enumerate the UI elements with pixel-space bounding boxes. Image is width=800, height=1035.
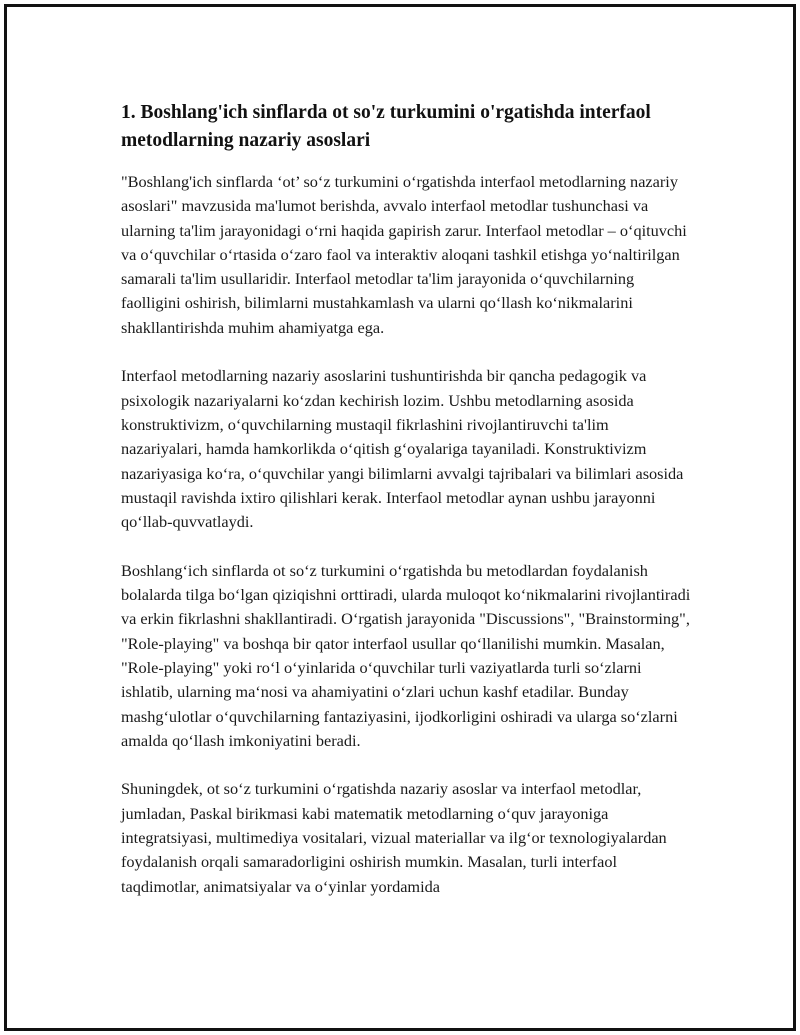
paragraph-3: Boshlang‘ich sinflarda ot so‘z turkumini o‘rgatishda bu metodlardan foydalanish bolalarda tilga bo‘lgan qiziqishni orttiradi, ularda muloqot ko‘nikmalarini rivojlantiradi va erkin fikrlashni shakllantiradi. O‘rgatish jarayonida "Discussions", "Brainstorming", "Role-playing" va boshqa bir qator interfaol usullar qo‘llanilishi mumkin. Masalan, "Role-playing" yoki ro‘l o‘yinlarida o‘quvchilar turli vaziyatlarda turli so‘zlarni ishlatib, ularning ma‘nosi va ahamiyatini o‘zlari uchun kashf etadilar. Bunday mashg‘ulotlar o‘quvchilarning fantaziyasini, ijodkorligini oshiradi va ularga so‘zlarni amalda qo‘llash imkoniyatini beradi.: [121, 560, 691, 750]
document-title: 1. Boshlang'ich sinflarda ot so'z turkumini o'rgatishda interfaol metodlarning nazariy asoslari: [121, 102, 651, 151]
document-body: [121, 99, 691, 923]
document-page: [4, 4, 796, 1031]
paragraph-1: "Boshlang'ich sinflarda ‘ot’ so‘z turkumini o‘rgatishda interfaol metodlarning nazariy asoslari" mavzusida ma'lumot berishda, avvalo interfaol metodlar tushunchasi va ularning ta'lim jarayonidagi o‘rni haqida gapirish zarur. Interfaol metodlar – o‘qituvchi va o‘quvchilar o‘rtasida o‘zaro faol va interaktiv aloqani tashkil etishga yo‘naltirilgan samarali ta'lim usullaridir. Interfaol metodlar ta'lim jarayonida o‘quvchilarning faolligini oshirish, bilimlarni mustahkamlash va ularni qo‘llash ko‘nikmalarini shakllantirishda muhim ahamiyatga ega.: [121, 172, 687, 337]
paragraph-2: Interfaol metodlarning nazariy asoslarini tushuntirishda bir qancha pedagogik va psixologik nazariyalarni ko‘zdan kechirish lozim. Ushbu metodlarning asosida konstruktivizm, o‘quvchilarning mustaqil fikrlashini rivojlantiruvchi ta'lim nazariyalari, hamda hamkorlikda o‘qitish g‘oyalariga tayaniladi. Konstruktivizm nazariyasiga ko‘ra, o‘quvchilar yangi bilimlarni avvalgi tajribalari va bilimlari asosida mustaqil ravishda ixtiro qilishlari kerak. Interfaol metodlar aynan ushbu jarayonni qo‘llab-quvvatlaydi.: [121, 366, 684, 532]
paragraph-4: Shuningdek, ot so‘z turkumini o‘rgatishda nazariy asoslar va interfaol metodlar, jumladan, Paskal birikmasi kabi matematik metodlarning o‘quv jarayoniga integratsiyasi, multimediya vositalari, vizual materiallar va ilg‘or texnologiyalardan foydalanish orqali samaradorligini oshirish mumkin. Masalan, turli interfaol taqdimotlar, animatsiyalar va o‘yinlar yordamida: [121, 779, 667, 896]
